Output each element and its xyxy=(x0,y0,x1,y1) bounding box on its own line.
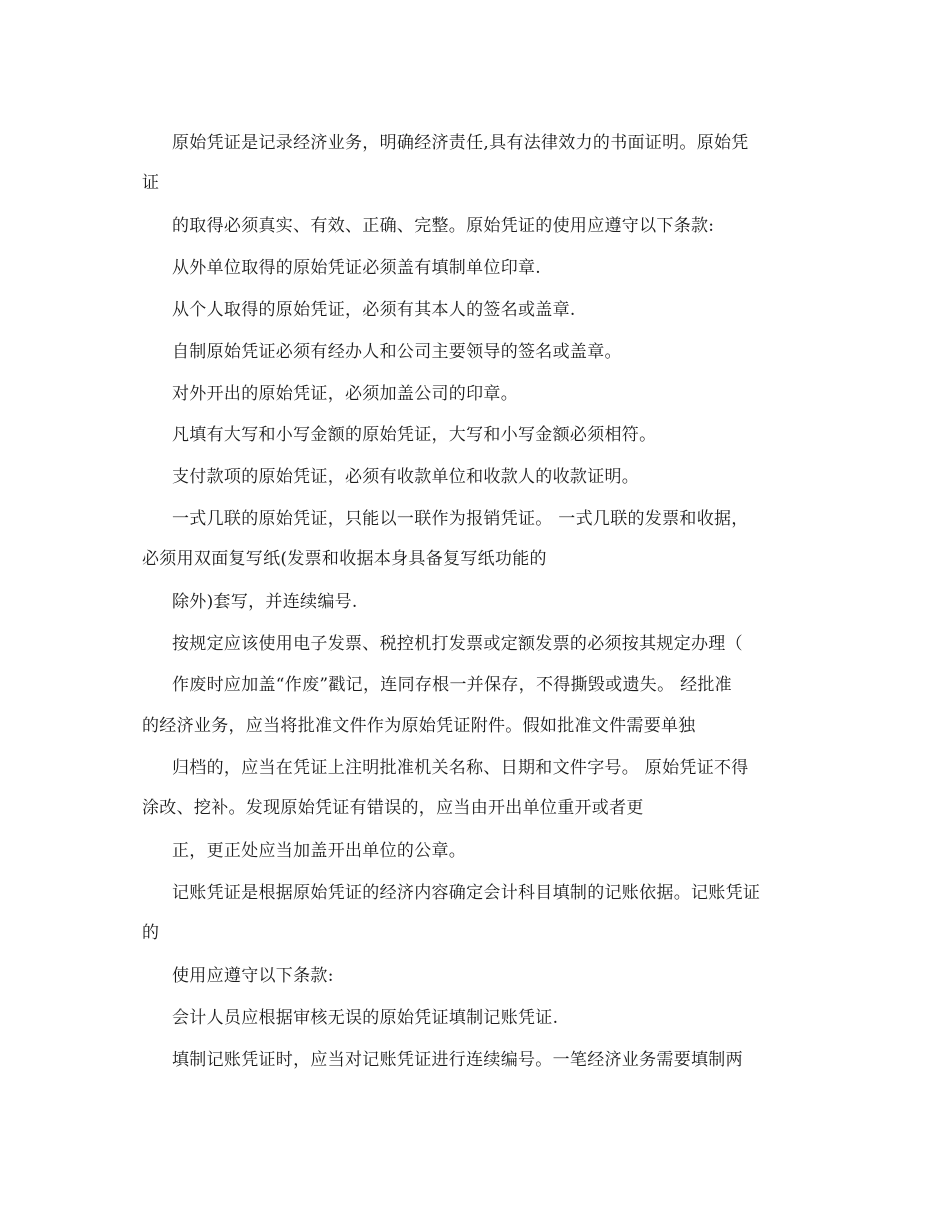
text-line: 自制原始凭证必须有经办人和公司主要领导的签名或盖章。 xyxy=(172,342,622,362)
text-line: 凡填有大写和小写金额的原始凭证，大写和小写金额必须相符。 xyxy=(172,425,657,445)
text-line: 填制记账凭证时，应当对记账凭证进行连续编号。一笔经济业务需要填制两 xyxy=(172,1050,743,1070)
text-line: 的取得必须真实、有效、正确、完整。原始凭证的使用应遵守以下条款: xyxy=(172,216,715,236)
text-line: 按规定应该使用电子发票、税控机打发票或定额发票的必须按其规定办理（ xyxy=(172,634,743,654)
text-line: 使用应遵守以下条款: xyxy=(172,966,334,986)
text-line: 一式几联的原始凭证，只能以一联作为报销凭证。 一式几联的发票和收据， xyxy=(172,509,749,529)
text-line: 支付款项的原始凭证，必须有收款单位和收款人的收款证明。 xyxy=(172,467,640,487)
text-line: 证 xyxy=(142,173,160,193)
text-line: 作废时应加盖“作废”戳记，连同存根一并保存，不得撕毁或遗失。 经批准 xyxy=(172,675,732,695)
text-line: 涂改、挖补。发现原始凭证有错误的，应当由开出单位重开或者更 xyxy=(142,798,644,818)
text-line: 正，更正处应当加盖开出单位的公章。 xyxy=(172,841,467,861)
text-line: 记账凭证是根据原始凭证的经济内容确定会计科目填制的记账依据。记账凭证 xyxy=(172,883,761,903)
text-line: 会计人员应根据审核无误的原始凭证填制记账凭证. xyxy=(172,1008,559,1028)
text-line: 必须用双面复写纸(发票和收据本身具备复写纸功能的 xyxy=(142,549,547,569)
text-line: 对外开出的原始凭证，必须加盖公司的印章。 xyxy=(172,384,518,404)
text-line: 从个人取得的原始凭证，必须有其本人的签名或盖章. xyxy=(172,300,576,320)
text-line: 除外)套写，并连续编号. xyxy=(172,592,358,612)
text-line: 的 xyxy=(142,923,160,943)
text-line: 的经济业务，应当将批准文件作为原始凭证附件。假如批准文件需要单独 xyxy=(142,716,696,736)
text-line: 归档的，应当在凭证上注明批准机关名称、日期和文件字号。 原始凭证不得 xyxy=(172,758,749,778)
text-line: 原始凭证是记录经济业务，明确经济责任,具有法律效力的书面证明。原始凭 xyxy=(172,133,749,153)
text-line: 从外单位取得的原始凭证必须盖有填制单位印章. xyxy=(172,258,542,278)
